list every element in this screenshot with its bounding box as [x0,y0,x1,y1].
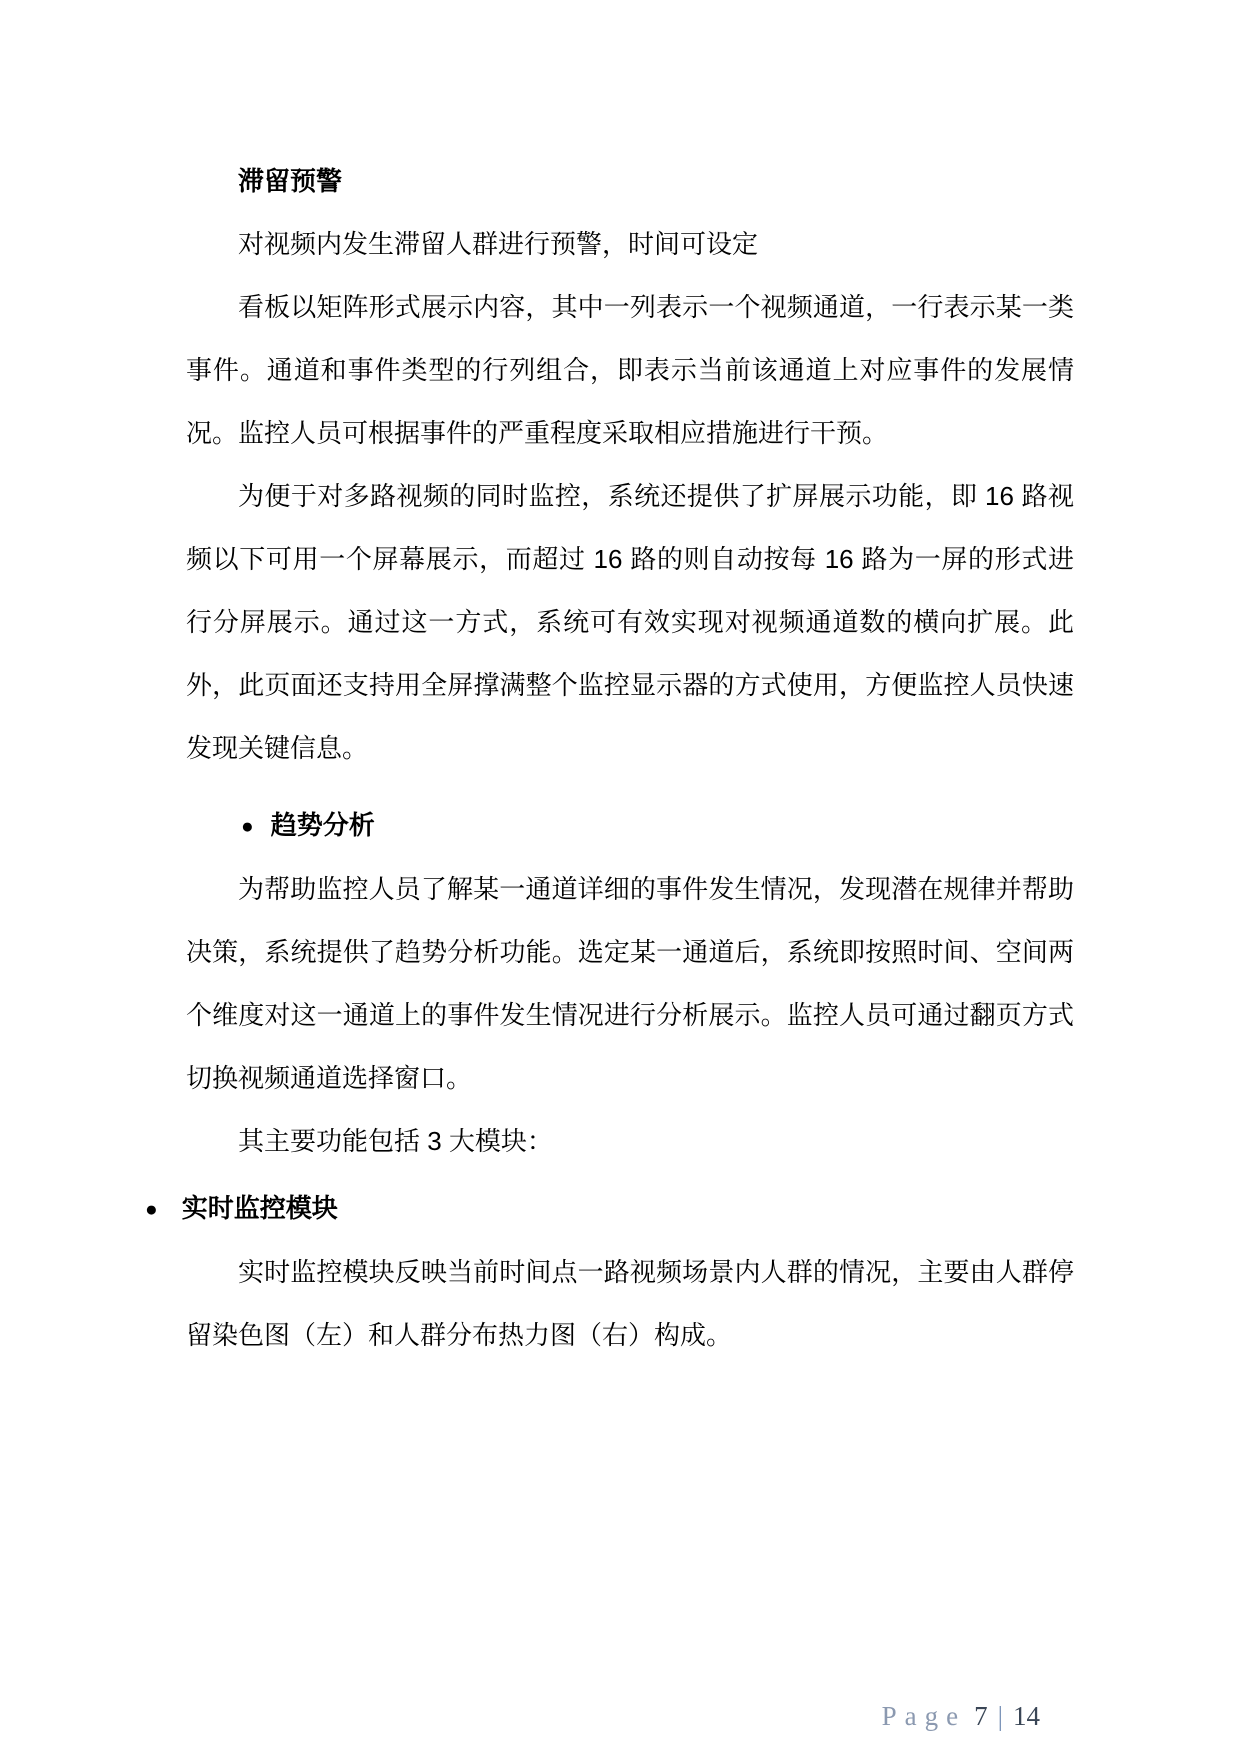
bullet-item-label: 趋势分析 [270,810,375,840]
footer-page-label: Page [881,1701,967,1731]
document-body [145,150,1074,1367]
paragraph-alert-summary: 对视频内发生滞留人群进行预警，时间可设定 [238,229,759,259]
page-footer [882,1701,1040,1732]
paragraph-matrix-board: 看板以矩阵形式展示内容，其中一列表示一个视频通道，一行表示某一类事件。通道和事件类型的行列组合，即表示当前该通道上对应事件的发展情况。监控人员可根据事件的严重程度采取相应措施进行干预。 [186,292,1074,448]
bullet-icon: ● [145,1198,158,1221]
bullet-item-label: 实时监控模块 [181,1193,338,1223]
paragraph-realtime-module: 实时监控模块反映当前时间点一路视频场景内人群的情况，主要由人群停留染色图（左）和人群分布热力图（右）构成。 [186,1257,1074,1350]
footer-total-pages: 14 [1013,1701,1040,1731]
paragraph-trend-analysis: 为帮助监控人员了解某一通道详细的事件发生情况，发现潜在规律并帮助决策，系统提供了趋势分析功能。选定某一通道后，系统即按照时间、空间两个维度对这一通道上的事件发生情况进行分析展示。监控人员可通过翻页方式切换视频通道选择窗口。 [186,874,1074,1093]
bullet-item-realtime-module [145,1177,1074,1241]
section-heading: 滞留预警 [238,166,343,196]
bullet-icon: ● [241,815,254,838]
bullet-item-trend-analysis [186,794,1074,858]
paragraph-modules-intro: 其主要功能包括 3 大模块： [238,1126,553,1156]
footer-current-page: 7 [974,1701,988,1731]
paragraph-screen-expand: 为便于对多路视频的同时监控，系统还提供了扩屏展示功能，即 16 路视频以下可用一个屏幕展示，而超过 16 路的则自动按每 16 路为一屏的形式进行分屏展示。通过这一方式，系统可有效实现对视频通道数的横向扩展。此外，此页面还支持用全屏撑满整个监控显示器的方式使用，方便监控人员快速发现关键信息。 [186,481,1074,763]
footer-separator: | [997,1701,1003,1731]
